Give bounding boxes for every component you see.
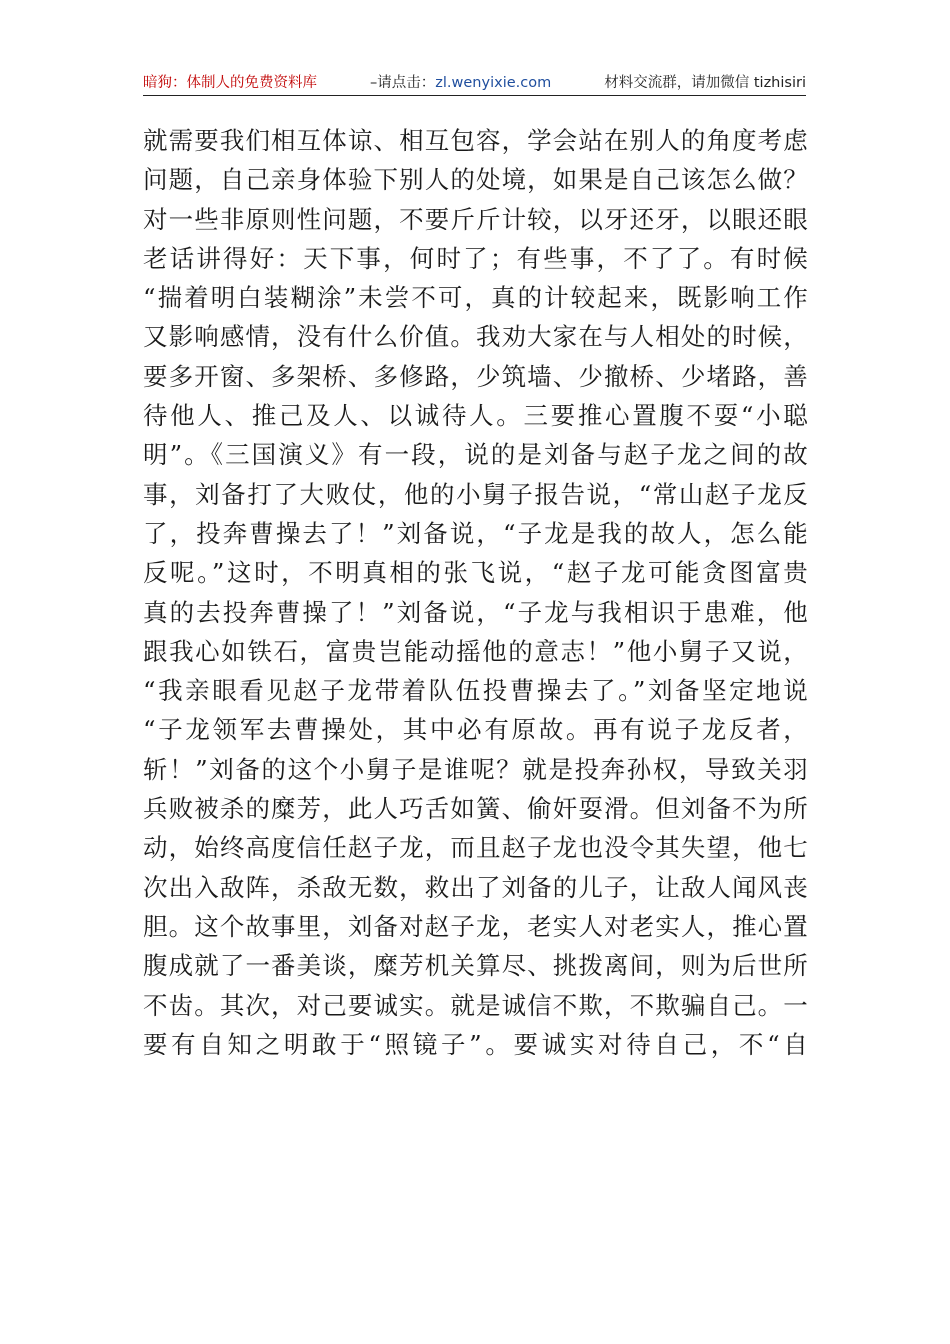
body-line: 真的去投奔曹操了！”刘备说，“子龙与我相识于患难，他	[143, 597, 808, 627]
body-line: 跟我心如铁石，富贵岂能动摇他的意志！”他小舅子又说，	[143, 636, 808, 666]
body-line: 了，投奔曹操去了！”刘备说，“子龙是我的故人，怎么能	[143, 518, 808, 548]
body-line: 又影响感情，没有什么价值。我劝大家在与人相处的时候，	[143, 322, 808, 352]
body-line: 问题，自己亲身体验下别人的处境，如果是自己该怎么做？	[143, 165, 808, 195]
body-line: “子龙领军去曹操处，其中必有原故。再有说子龙反者，	[143, 715, 808, 745]
body-line: 事，刘备打了大败仗，他的小舅子报告说，“常山赵子龙反	[143, 479, 808, 509]
body-line: 次出入敌阵，杀敌无数，救出了刘备的儿子，让敌人闻风丧	[143, 872, 808, 902]
header-divider	[143, 95, 806, 96]
header-link-group	[370, 71, 551, 92]
body-line: 要有自知之明敢于“照镜子”。要诚实对待自己，不“自	[143, 1029, 808, 1059]
header-click-prompt: –请点击：	[370, 74, 436, 91]
body-line: 就需要我们相互体谅、相互包容，学会站在别人的角度考虑	[143, 126, 808, 155]
body-line: 明”。《三国演义》有一段，说的是刘备与赵子龙之间的故	[143, 440, 808, 470]
body-line: 待他人、推己及人、以诚待人。三要推心置腹不耍“小聪	[143, 401, 808, 431]
body-line: 动，始终高度信任赵子龙，而且赵子龙也没令其失望，他七	[143, 833, 808, 863]
header-url-link[interactable]: zl.wenyixie.com	[435, 74, 552, 91]
body-line: “揣着明白装糊涂”未尝不可，真的计较起来，既影响工作	[143, 283, 808, 313]
body-line: 不齿。其次，对己要诚实。就是诚信不欺，不欺骗自己。一	[143, 990, 808, 1020]
header-site-name: 暗狗：体制人的免费资料库	[143, 74, 317, 91]
body-line: “我亲眼看见赵子龙带着队伍投曹操去了。”刘备坚定地说	[143, 676, 808, 706]
body-line: 腹成就了一番美谈，糜芳机关算尽、挑拨离间，则为后世所	[143, 951, 808, 981]
body-line: 兵败被杀的糜芳，此人巧舌如簧、偷奸耍滑。但刘备不为所	[143, 794, 808, 824]
header-contact: 材料交流群，请加微信 tizhisiri	[604, 74, 806, 91]
body-line: 反呢。”这时，不明真相的张飞说，“赵子龙可能贪图富贵	[143, 558, 808, 588]
document-body	[143, 121, 808, 1064]
body-line: 老话讲得好：天下事，何时了；有些事，不了了。有时候	[143, 243, 808, 273]
body-line: 胆。这个故事里，刘备对赵子龙，老实人对老实人，推心置	[143, 911, 808, 941]
body-line: 对一些非原则性问题，不要斤斤计较，以牙还牙，以眼还眼	[143, 204, 808, 234]
body-line: 斩！”刘备的这个小舅子是谁呢？就是投奔孙权，导致关羽	[143, 754, 808, 784]
page-header	[143, 68, 806, 94]
body-line: 要多开窗、多架桥、多修路，少筑墙、少撤桥、少堵路，善	[143, 361, 808, 391]
